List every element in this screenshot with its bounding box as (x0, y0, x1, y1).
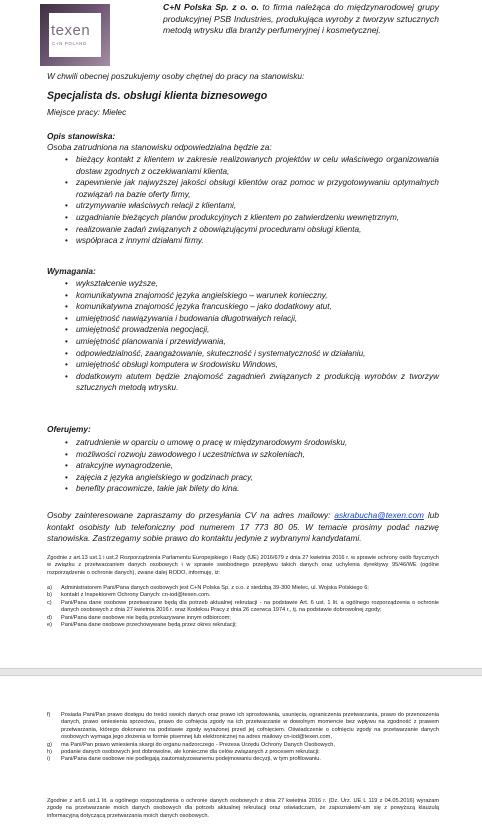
gdpr-item-text: Pani/Pana dane osobowe przetwarzane będą dla potrzeb aktualnej rekrutacji - na podstawie Art. 6 ust. 1 lit. a ogólnego rozporządzenia o ochronie danych osobowych z dnia 27 kwietnia 2016 r. oraz Kodeksu Pracy z dnia 26 czerwca 1974 r., tj. na podstawie dobrowolnej zgody; (61, 599, 439, 614)
description-item: • zapewnienie jak najwyższej jakości obsługi klientów oraz pomoc w przygotowywaniu optymalnych rozwiązań na bazie oferty firmy, (65, 177, 439, 200)
requirement-item: • dodatkowym atutem będzie znajomość zagadnień związanych z produkcją wyrobów z tworzyw sztucznych metodą wtrysku. (65, 371, 439, 394)
offer-item: • zajęcia z języka angielskiego w godzinach pracy, (65, 472, 439, 484)
document-page-2 (0, 676, 482, 840)
gdpr-item-text: ma Pani/Pan prawo wniesienia skargi do organu nadzorczego - Prezesa Urzędu Ochrony Danych Osobowych, (61, 741, 335, 748)
company-description (163, 2, 439, 37)
company-name: C+N Polska Sp. z o. o. (163, 2, 259, 12)
logo-subtitle: C+N POLAND (52, 41, 87, 46)
gdpr-consent: Zgodnie z art.6 ust.1 lit. a ogólnego rozporządzenia o ochronie danych osobowych z dnia 27 kwietnia 2016 r. (Dz. Urz. UE L 119 z 04.05.2016) wyrażam zgodę na przetwarzanie moich danych osobowych dla potrzeb aktualnej rekrutacji oraz oświadczam, że zapoznałem/-am się z powyższą klauzulą informacyjną dotyczącą przetwarzania moich danych osobowych. (47, 798, 439, 819)
description-item: • uzgadnianie bieżących planów produkcyjnych z klientem po zatwierdzeniu wewnętrznym, (65, 212, 439, 224)
gdpr-item (47, 712, 439, 742)
contact-text-after: lub kontakt osobisty lub telefoniczny pod numerem 17 773 80 05. W temacie prosimy podać nazwę stanowiska. Zastrzegamy sobie prawo do kontaktu jedynie z wybranymi kandydatami. (47, 510, 439, 544)
offer-item: • benefity pracownicze, takie jak bilety do kina. (65, 483, 439, 495)
requirements-heading: Wymagania: (47, 266, 96, 276)
gdpr-item (47, 600, 439, 615)
contact-email-link[interactable]: askrabucha@texen.com (334, 510, 424, 520)
gdpr-item-text: kontakt z Inspektorem Ochrony Danych: cn-iod@texen.com. (61, 592, 211, 599)
job-location: Miejsce pracy: Mielec (47, 107, 127, 117)
gdpr-item-letter: c) (47, 599, 52, 606)
requirement-item: • odpowiedzialność, zaangażowanie, skuteczność i systematyczność w działaniu, (65, 348, 439, 360)
gdpr-item (47, 742, 439, 749)
gdpr-item (47, 622, 439, 629)
gdpr-item-letter: d) (47, 614, 52, 621)
gdpr-item-letter: h) (47, 749, 52, 756)
offer-item: • możliwości rozwoju zawodowego i uczestnictwa w szkoleniach, (65, 449, 439, 461)
offer-heading: Oferujemy: (47, 424, 91, 434)
gdpr-item (47, 615, 439, 622)
requirement-item: • umiejętność planowania i przewidywania, (65, 336, 439, 348)
gdpr-item-text: Pani/Pana dane osobowe nie podlegają zautomatyzowanemu podejmowaniu decyzji, w tym profilowaniu. (61, 756, 321, 763)
gdpr-item-letter: a) (47, 585, 52, 591)
description-item: • współpraca z innymi działami firmy. (65, 235, 439, 247)
intro-text: W chwili obecnej poszukujemy osoby chętnej do pracy na stanowisku: (47, 71, 305, 81)
requirements-list (65, 278, 439, 394)
contact-text-before: Osoby zainteresowane zapraszamy do przesyłania CV na adres mailowy: (47, 510, 335, 520)
gdpr-list-page2 (47, 712, 439, 764)
logo-wordmark: texen (51, 22, 91, 39)
description-item: • realizowanie zadań związanych z obowiązującymi procedurami obsługi klienta, (65, 224, 439, 236)
gdpr-item-letter: i) (47, 756, 51, 763)
gdpr-item-text: podanie danych osobowych jest dobrowolne, ale konieczne dla celów związanych z procesem rekrutacji; (61, 749, 320, 756)
gdpr-item-text: Pani/Pana dane osobowe przechowywane będą przez okres rekrutacji; (61, 622, 237, 629)
gdpr-item (47, 756, 439, 763)
gdpr-item-letter: b) (47, 592, 52, 599)
description-heading: Opis stanowiska: (47, 131, 116, 141)
requirement-item: • wykształcenie wyższe, (65, 278, 439, 290)
page-separator (0, 668, 482, 676)
offer-item: • atrakcyjne wynagrodzenie, (65, 460, 439, 472)
requirement-item: • umiejętność obsługi komputera w środowisku Windows, (65, 359, 439, 371)
offer-list (65, 437, 439, 495)
description-item: • utrzymywanie właściwych relacji z klientami, (65, 200, 439, 212)
requirement-item: • umiejętność prowadzenia negocjacji, (65, 324, 439, 336)
gdpr-item-text: Pani/Pana dane osobowe nie będą przekazywane innym odbiorcom; (61, 614, 231, 621)
offer-item: • zatrudnienie w oparciu o umowę o pracę w międzynarodowym środowisku, (65, 437, 439, 449)
gdpr-intro: Zgodnie z art.13 ust.1 i ust.2 Rozporządzenia Parlamentu Europejskiego i Rady (UE) 2016/679 z dnia 27 kwietnia 2016 r. w sprawie ochrony osób fizycznych w związku z przetwarzaniem danych osobowych i w sprawie swobodnego przepływu takich danych oraz uchylenia dyrektywy 95/46/WE (ogólne rozporządzenie o ochronie danych), zwane dalej RODO, informuję, iż: (47, 555, 439, 576)
gdpr-item (47, 749, 439, 756)
gdpr-item-text: Posiada Pani/Pan prawo dostępu do treści swoich danych oraz prawo ich sprostowania, usunięcia, ograniczenia przetwarzania, prawo do przenoszenia danych, prawo wniesienia sprzeciwu, prawo do cofnięcia zgody na ich przetwarzanie w dowolnym momencie bez wpływu na zgodność z prawem przetwarzania, którego dokonano na podstawie zgody wyrażonej przed jej cofnięciem. Oświadczenie o cofnięciu zgody na przetwarzanie danych osobowych wymaga jego złożenia w formie pisemnej lub elektronicznej na adres mailowy cn-iod@texen.com, (61, 712, 439, 741)
contact-paragraph (47, 510, 439, 545)
gdpr-item-letter: e) (47, 622, 52, 629)
description-lead: Osoba zatrudniona na stanowisku odpowiedzialna będzie za: (47, 142, 272, 152)
requirement-item: • komunikatywna znajomość języka francuskiego – jako dodatkowy atut, (65, 301, 439, 313)
company-desc-text: to firma należąca do międzynarodowej grupy produkcyjnej PSB Industries, produkująca wyroby z tworzyw sztucznych metodą wtrysku dla branży perfumeryjnej i kosmetycznej. (163, 2, 439, 36)
description-list (65, 154, 439, 247)
texen-logo (40, 4, 110, 66)
gdpr-item-letter: g) (47, 741, 52, 748)
job-title: Specjalista ds. obsługi klienta biznesowego (47, 90, 268, 102)
description-item: • bieżący kontakt z klientem w zakresie realizowanych projektów w celu właściwego organizowania dostaw zgodnych z oczekiwaniami klienta, (65, 154, 439, 177)
requirement-item: • umiejętność nawiązywania i budowania długotrwałych relacji, (65, 313, 439, 325)
gdpr-item (47, 592, 439, 599)
requirement-item: • komunikatywna znajomość języka angielskiego – warunek konieczny, (65, 290, 439, 302)
gdpr-item (47, 585, 439, 592)
gdpr-list-page1 (47, 585, 439, 629)
gdpr-item-text: Administratorem Pani/Pana danych osobowych jest C+N Polska Sp. z o.o. z siedzibą 39-300 Mielec, ul. Wojska Polskiego 6; (61, 585, 369, 591)
gdpr-item-letter: f) (47, 712, 51, 718)
